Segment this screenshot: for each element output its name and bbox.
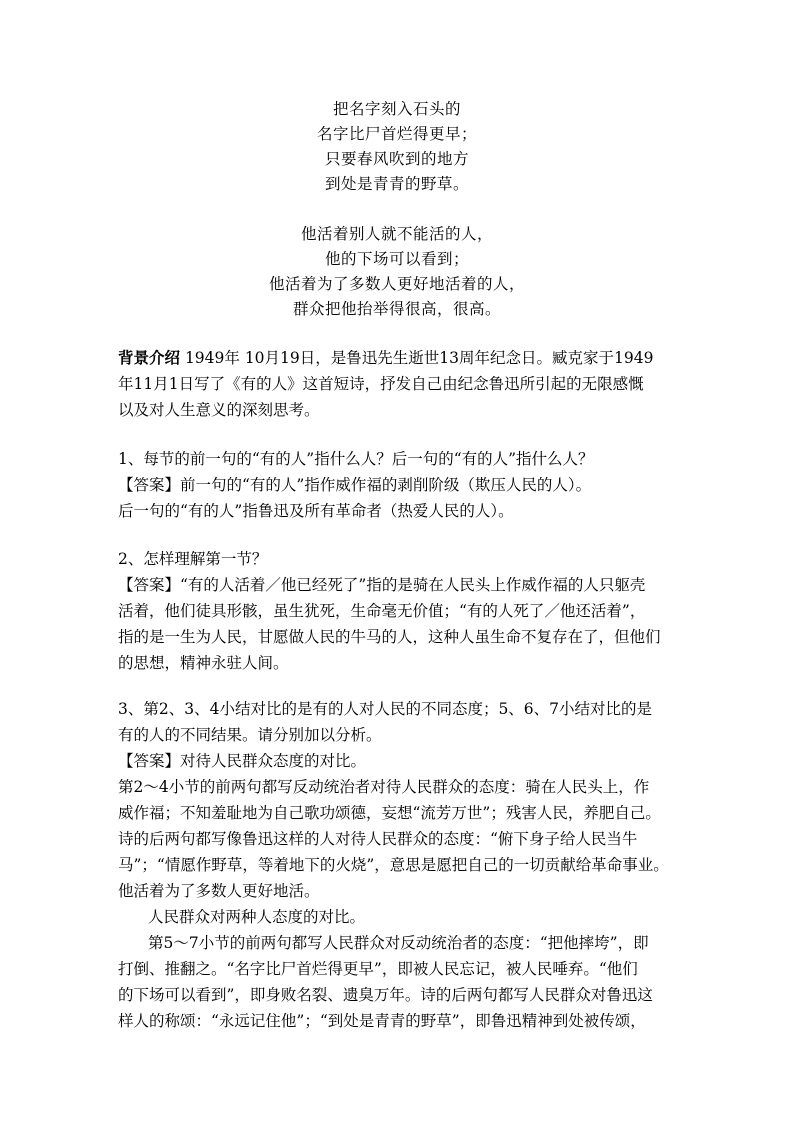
poem-line: 到处是青青的野草。 (324, 175, 469, 193)
answer-text: 打倒、推翻之。“名字比尸首烂得更早”，即被人民忘记，被人民唾弃。“他们 (118, 960, 638, 978)
background-text: 1949年 10月19日，是鲁迅先生逝世13周年纪念日。臧克家于1949 (180, 349, 654, 367)
poem-line: 把名字刻入石头的 (332, 100, 461, 118)
answer-text: 威作福；不知羞耻地为自己歌功颂德，妄想“流芳万世”；残害人民，养肥自己。 (118, 804, 661, 822)
answer-text: 人民群众对两种人态度的对比。 (148, 908, 366, 926)
poem-line: 他的下场可以看到； (324, 250, 469, 268)
poem-stanza-1 (0, 97, 794, 197)
answer-text: 诗的后两句都写像鲁迅这样的人对待人民群众的态度：“俯下身子给人民当牛 (118, 830, 638, 848)
answer-text: 的下场可以看到”，即身败名裂、遗臭万年。诗的后两句都写人民群众对鲁迅这 (118, 986, 653, 1004)
background-line: 以及对人生意义的深刻思考。 (118, 401, 320, 419)
answer-text: 的思想，精神永驻人间。 (118, 654, 289, 672)
question-text: 2、怎样理解第一节？ (118, 550, 268, 568)
background-line: 年11月1日写了《有的人》这首短诗，抒发自己由纪念鲁迅所引起的无限感慨 (118, 375, 644, 393)
background-section (118, 345, 680, 423)
answer-text: 马”；“情愿作野草，等着地下的火烧”，意思是愿把自己的一切贡献给革命事业。 (118, 856, 669, 874)
question-text: 有的人的不同结果。请分别加以分析。 (118, 726, 382, 744)
answer-text: 他活着为了多数人更好地活。 (118, 882, 320, 900)
answer-text: 第2～4小节的前两句都写反动统治者对待人民群众的态度：骑在人民头上，作 (118, 778, 650, 796)
question-2-section (118, 546, 680, 676)
answer-text: 【答案】“有的人活着／他已经死了”指的是骑在人民头上作威作福的人只躯壳 (118, 576, 646, 594)
poem-line: 名字比尸首烂得更早； (316, 125, 477, 143)
answer-text: 【答案】前一句的“有的人”指作威作福的剥削阶级（欺压人民的人）。 (118, 476, 592, 494)
question-text: 1、每节的前一句的“有的人”指什么人？后一句的“有的人”指什么人？ (118, 450, 594, 468)
poem-stanza-2 (0, 222, 794, 322)
answer-text: 后一句的“有的人”指鲁迅及所有革命者（热爱人民的人）。 (118, 502, 514, 520)
question-3-section (118, 696, 680, 1034)
answer-text: 【答案】对待人民群众态度的对比。 (118, 752, 367, 770)
answer-text: 样人的称颂：“永远记住他”；“到处是青青的野草”，即鲁迅精神到处被传颂， (118, 1012, 646, 1030)
poem-line: 他活着别人就不能活的人， (300, 225, 493, 243)
question-text: 3、第2、3、4小结对比的是有的人对人民的不同态度；5、6、7小结对比的是 (118, 700, 653, 718)
background-line (118, 345, 680, 371)
answer-text: 指的是一生为人民，甘愿做人民的牛马的人，这种人虽生命不复存在了，但他们 (118, 628, 661, 646)
question-1-section (118, 446, 680, 524)
background-label: 背景介绍 (118, 349, 181, 367)
poem-line: 只要春风吹到的地方 (324, 150, 469, 168)
poem-line: 群众把他抬举得很高，很高。 (292, 300, 501, 318)
answer-text: 第5～7小节的前两句都写人民群众对反动统治者的态度：“把他摔垮”，即 (148, 934, 649, 952)
answer-text: 活着，他们徒具形骸，虽生犹死，生命毫无价值；“有的人死了／他还活着”， (118, 602, 646, 620)
poem-line: 他活着为了多数人更好地活着的人， (268, 275, 525, 293)
